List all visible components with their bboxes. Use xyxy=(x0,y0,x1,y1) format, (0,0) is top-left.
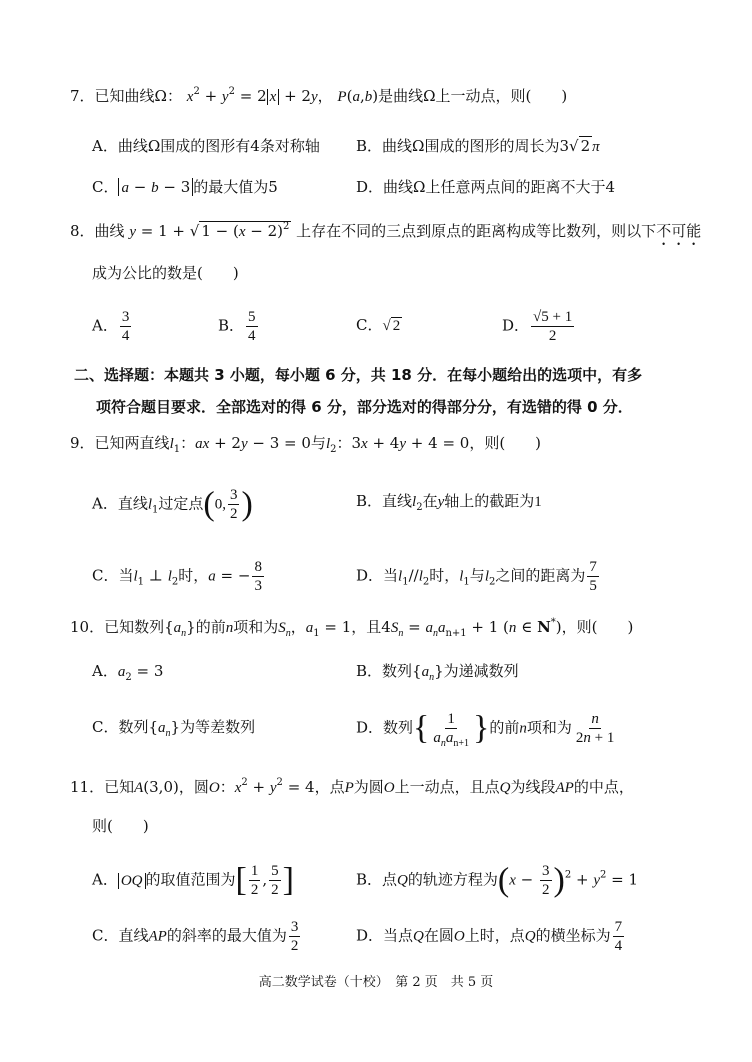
q11-option-d: D．当点Q在圆O上时，点Q的横坐标为 $\frac{7}{4}$ xyxy=(356,919,623,954)
q9-option-a: A．直线$l_1$过定点(0, $\frac{3}{2}$ ) xyxy=(92,485,253,523)
q8-option-a: A． $\frac{3}{4}$ xyxy=(92,309,130,344)
q9-stem: 9．已知两直线$l_1$：ax + 2y − 3 = 0与$l_2$：3x + 4y + 4 = 0，则( ) xyxy=(70,434,542,455)
q11-option-a: A． OQ 的取值范围为[ $\frac{1}{2}$ , $\frac{5}{2}$ ] xyxy=(92,861,294,899)
q8-stem-line2: 成为公比的数是( ) xyxy=(92,264,239,282)
q7-option-a: A．曲线Ω围成的图形有4条对称轴 xyxy=(92,137,320,155)
q7-option-c: C． a − b − 3 的最大值为5 xyxy=(92,178,278,196)
q7-option-d: D．曲线Ω上任意两点间的距离不大于4 xyxy=(356,178,616,196)
q9-option-c: C．当$l_1$ ⊥ $l_2$时，a = − $\frac{8}{3}$ xyxy=(92,559,262,594)
q8-option-b: B． $\frac{5}{4}$ xyxy=(218,309,256,344)
q8-option-d: D． $\frac{√5 + 1}{2}$ xyxy=(502,309,573,344)
q8-emphasis: 不可能 xyxy=(656,222,702,240)
q9-option-d: D．当$l_1//l_2$时，$l_1$与$l_2$之间的距离为 $\frac{7}{5}$ xyxy=(356,559,597,594)
q7-option-b: B．曲线Ω围成的图形的周长为3√ 2 π xyxy=(356,137,600,155)
q11-option-c: C．直线AP的斜率的最大值为 $\frac{3}{2}$ xyxy=(92,919,299,954)
section2-heading: 二、选择题：本题共 3 小题，每小题 6 分，共 18 分．在每小题给出的选项中，有多 xyxy=(74,366,643,384)
q10-stem: 10．已知数列$\{a_n\}$的前n项和为$S_n$，$a_1 = 1$，且$4S_n = a_na_{n+1} + 1$ (n ∈ N*)，则( ) xyxy=(70,617,634,639)
q10-option-a: A．$a_2 = 3$ xyxy=(92,662,164,683)
q11-option-b: B．点Q的轨迹方程为(x − $\frac{3}{2}$ )$^2 + y^2 = 1$ xyxy=(356,861,639,899)
page-footer: 高二数学试卷（十校） 第 2 页 共 5 页 xyxy=(258,975,494,990)
q11-stem: 11．已知A(3,0)，圆O：$x^2 + y^2 = 4$，点P为圆O上一动点，且点Q为线段AP的中点， xyxy=(70,777,634,796)
q9-option-b: B．直线$l_2$在y轴上的截距为1 xyxy=(356,492,542,513)
section2-heading-line2: 项符合题目要求．全部选对的得 6 分，部分选对的得部分分，有选错的得 0 分． xyxy=(96,398,633,416)
q10-option-d: D．数列{ $\frac{1}{a_na_{n+1}}$ }的前n项和为 $\frac{n}{2n + 1}$ xyxy=(356,709,615,749)
q10-option-b: B．数列$\{a_n\}$为递减数列 xyxy=(356,662,519,683)
q8-option-c: C．√ 2 xyxy=(356,316,401,334)
q11-stem-line2: 则( ) xyxy=(92,817,149,835)
q7-stem: 7．已知曲线Ω： $x^2 + y^2 = 2$ x + 2y， P(a,b)是曲线Ω上一动点，则( ) xyxy=(70,86,568,105)
q8-stem: 8．曲线 y = 1 + √ $1 - (x - 2)^2$ 上存在不同的三点到原点的距离构成等比数列，则以下不可能 xyxy=(70,221,702,240)
q10-option-c: C．数列$\{a_n\}$为等差数列 xyxy=(92,718,256,739)
